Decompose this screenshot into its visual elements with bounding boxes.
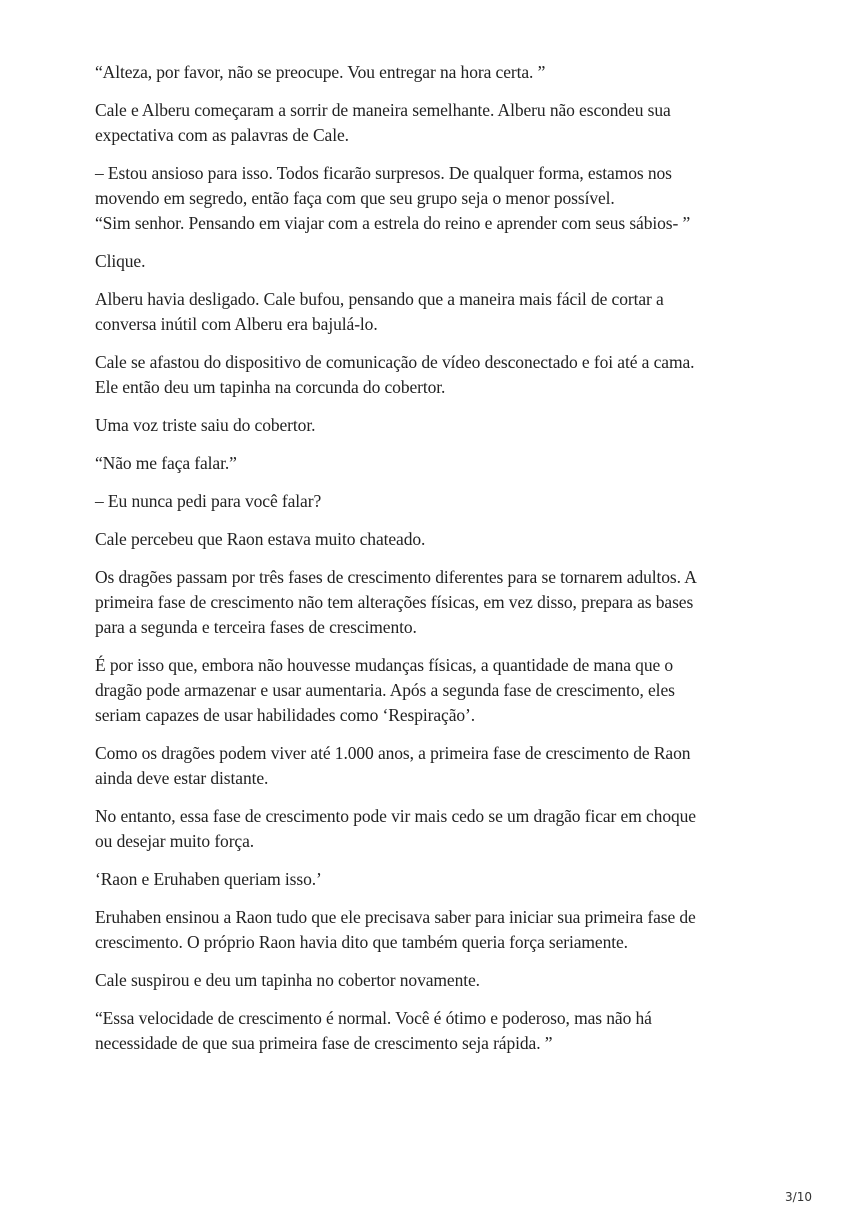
text-line: ou desejar muito força. [95, 831, 255, 851]
text-line: “Alteza, por favor, não se preocupe. Vou entregar na hora certa. ” [95, 62, 546, 82]
paragraph-10 [95, 527, 775, 552]
text-line: Cale suspirou e deu um tapinha no cobertor novamente. [95, 970, 480, 990]
text-line: Cale se afastou do dispositivo de comunicação de vídeo desconectado e foi até a cama. [95, 352, 695, 372]
document-body [95, 60, 775, 1069]
paragraph-4 [95, 249, 775, 274]
text-line: Os dragões passam por três fases de crescimento diferentes para se tornarem adultos. A [95, 567, 697, 587]
paragraph-1 [95, 60, 775, 85]
text-line: expectativa com as palavras de Cale. [95, 125, 349, 145]
paragraph-5 [95, 287, 775, 337]
text-line: seriam capazes de usar habilidades como ‘Respiração’. [95, 705, 476, 725]
text-line: necessidade de que sua primeira fase de crescimento seja rápida. ” [95, 1033, 553, 1053]
text-line: Cale percebeu que Raon estava muito chateado. [95, 529, 426, 549]
text-line: crescimento. O próprio Raon havia dito que também queria força seriamente. [95, 932, 628, 952]
text-line: ‘Raon e Eruhaben queriam isso.’ [95, 869, 322, 889]
text-line: Como os dragões podem viver até 1.000 anos, a primeira fase de crescimento de Raon [95, 743, 691, 763]
paragraph-6 [95, 350, 775, 400]
paragraph-18 [95, 1006, 775, 1056]
paragraph-8 [95, 451, 775, 476]
page-number: 3/10 [785, 1190, 812, 1204]
text-line: No entanto, essa fase de crescimento pode vir mais cedo se um dragão ficar em choque [95, 806, 696, 826]
paragraph-11 [95, 565, 775, 640]
text-line: “Não me faça falar.” [95, 453, 237, 473]
text-line: primeira fase de crescimento não tem alterações físicas, em vez disso, prepara as bases [95, 592, 694, 612]
text-line: Uma voz triste saiu do cobertor. [95, 415, 316, 435]
text-line: – Estou ansioso para isso. Todos ficarão surpresos. De qualquer forma, estamos nos [95, 163, 672, 183]
text-line: Eruhaben ensinou a Raon tudo que ele precisava saber para iniciar sua primeira fase de [95, 907, 696, 927]
text-line: “Essa velocidade de crescimento é normal. Você é ótimo e poderoso, mas não há [95, 1008, 652, 1028]
text-line: movendo em segredo, então faça com que seu grupo seja o menor possível. [95, 188, 615, 208]
paragraph-12 [95, 653, 775, 728]
text-line: Ele então deu um tapinha na corcunda do cobertor. [95, 377, 446, 397]
text-line: Cale e Alberu começaram a sorrir de maneira semelhante. Alberu não escondeu sua [95, 100, 671, 120]
paragraph-7 [95, 413, 775, 438]
paragraph-13 [95, 741, 775, 791]
paragraph-16 [95, 905, 775, 955]
text-line: dragão pode armazenar e usar aumentaria. Após a segunda fase de crescimento, eles [95, 680, 675, 700]
paragraph-9 [95, 489, 775, 514]
text-line: É por isso que, embora não houvesse mudanças físicas, a quantidade de mana que o [95, 655, 674, 675]
paragraph-15 [95, 867, 775, 892]
text-line: – Eu nunca pedi para você falar? [95, 491, 322, 511]
text-line: para a segunda e terceira fases de crescimento. [95, 617, 417, 637]
text-line: “Sim senhor. Pensando em viajar com a estrela do reino e aprender com seus sábios- ” [95, 213, 691, 233]
paragraph-17 [95, 968, 775, 993]
paragraph-3 [95, 161, 775, 236]
paragraph-14 [95, 804, 775, 854]
text-line: conversa inútil com Alberu era bajulá-lo. [95, 314, 378, 334]
text-line: Clique. [95, 251, 146, 271]
text-line: Alberu havia desligado. Cale bufou, pensando que a maneira mais fácil de cortar a [95, 289, 664, 309]
text-line: ainda deve estar distante. [95, 768, 269, 788]
paragraph-2 [95, 98, 775, 148]
